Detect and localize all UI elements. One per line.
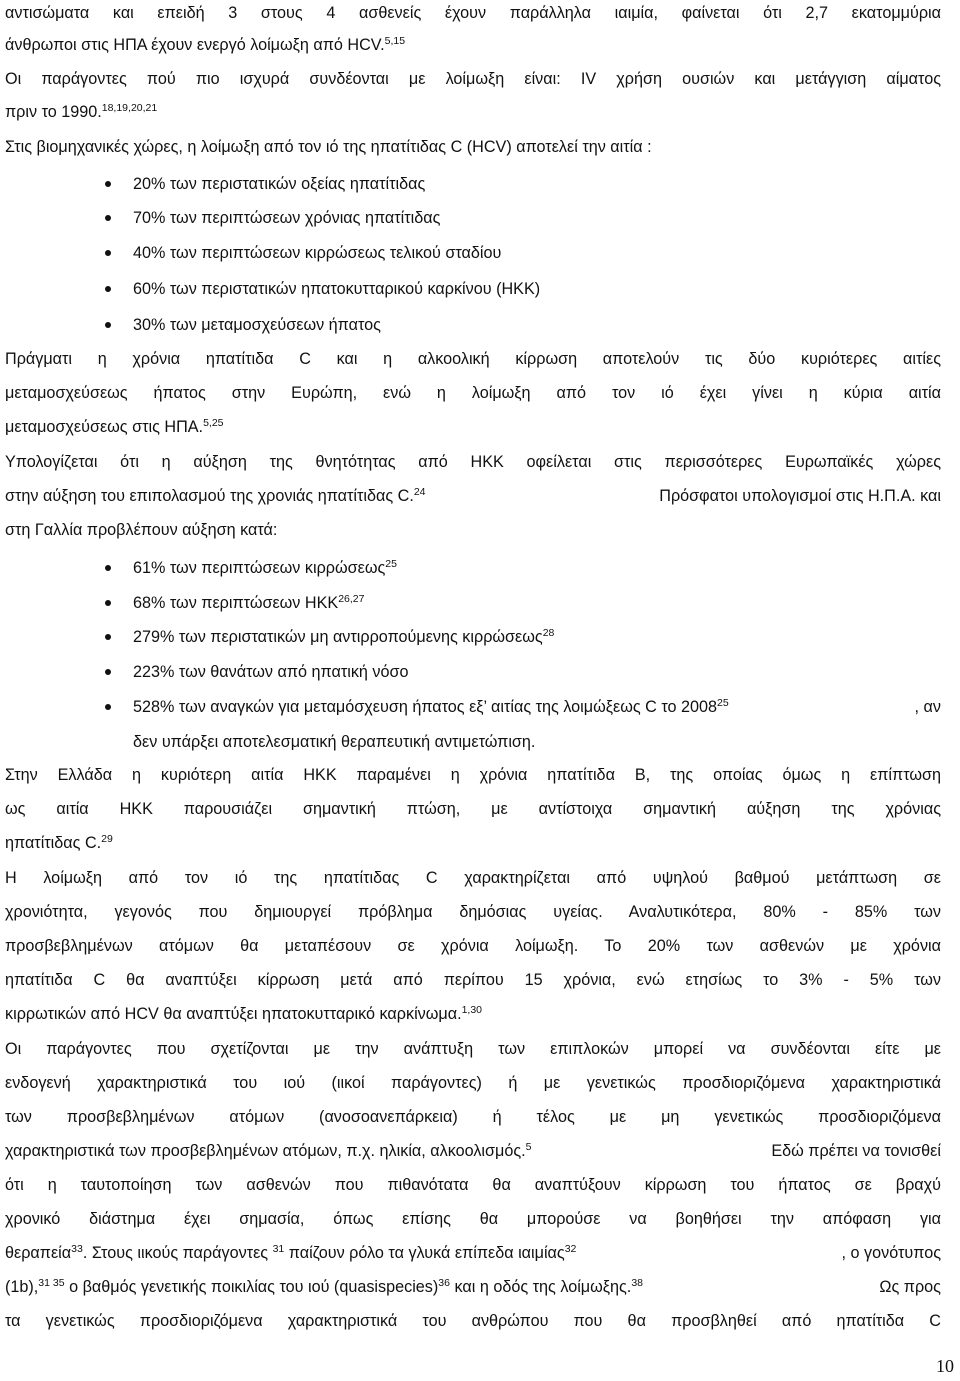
page-number: 10: [936, 1356, 954, 1376]
citation: 25: [717, 697, 729, 709]
paragraph-line: Οι παράγοντες πού πιο ισχυρά συνδέονται με λοίμωξη είναι: IV χρήση ουσιών και μετάγγιση αίματος: [5, 70, 941, 88]
paragraph-line: αντισώματα και επειδή 3 στους 4 ασθενείς έχουν παράλληλα ιαιμία, φαίνεται ότι 2,7 εκατομμύρια: [5, 4, 941, 22]
paragraph-line: Στην Ελλάδα η κυριότερη αιτία ΗΚΚ παραμένει η χρόνια ηπατίτιδα Β, της οποίας όμως η επίπτωση: [5, 766, 941, 784]
bullet-icon: [105, 322, 111, 328]
citation: 32: [564, 1243, 577, 1255]
paragraph-line: θεραπεία$^{33}$. Στους ιικούς παράγοντες $^{31}$ παίζουν ρόλο τα γλυκά επίπεδα ιαιμίας$^{32}$ , ο γονότυπος: [5, 1243, 941, 1262]
bullet-icon: [105, 669, 111, 675]
paragraph-line: Υπολογίζεται ότι η αύξηση της θνητότητας από ΗΚΚ οφείλεται στις περισσότερες Ευρωπαϊκές χώρες: [5, 453, 941, 471]
paragraph-line: πριν το 1990.$^{18,19,20,21}$: [5, 102, 158, 121]
citation: 28: [542, 627, 555, 639]
bullet-icon: [105, 215, 111, 221]
paragraph-line: Η λοίμωξη από τον ιό της ηπατίτιδας C χαρακτηρίζεται από υψηλού βαθμού μετάπτωση σε: [5, 869, 941, 887]
bullet-icon: [105, 181, 111, 187]
citation: 26,27: [338, 593, 365, 605]
paragraph-line: Πράγματι η χρόνια ηπατίτιδα C και η αλκοολική κίρρωση αποτελούν τις δύο κυριότερες αιτίες: [5, 350, 941, 368]
bullet-icon: [105, 704, 111, 710]
paragraph-line: ηπατίτιδα C θα αναπτύξει κίρρωση μετά από περίπου 15 χρόνια, ενώ ετησίως το 3% - 5% των: [5, 971, 941, 989]
citation: 1,30: [461, 1004, 483, 1016]
list-item-continuation: δεν υπάρξει αποτελεσματική θεραπευτική αντιμετώπιση.: [133, 733, 536, 751]
paragraph-line: προσβεβλημένων ατόμων θα μεταπέσουν σε χρόνια λοίμωξη. Το 20% των ασθενών με χρόνια: [5, 937, 941, 955]
citation: 5,15: [384, 35, 406, 47]
citation: 33: [71, 1243, 83, 1255]
paragraph-line: (1b),$^{31 35}$ ο βαθμός γενετικής ποικιλίας του ιού (quasispecies)$^{36}$ και η οδός της λοίμωξης.$^{38}$ Ως προς: [5, 1277, 941, 1296]
paragraph-line: μεταμοσχεύσεως στις ΗΠΑ.$^{5,25}$: [5, 417, 224, 436]
paragraph-line: ως αιτία ΗΚΚ παρουσιάζει σημαντική πτώση, με αντίστοιχα σημαντική αύξηση της χρόνιας: [5, 800, 941, 818]
paragraph-line: μεταμοσχεύσεως ήπατος στην Ευρώπη, ενώ η λοίμωξη από τον ιό έχει γίνει η κύρια αιτία: [5, 384, 941, 402]
paragraph-line: ηπατίτιδας C.$^{29}$: [5, 833, 113, 852]
citation: 5,25: [203, 417, 224, 429]
citation: 36: [438, 1277, 450, 1289]
citation: 24: [413, 486, 426, 498]
paragraph-line: τα γενετικώς προσδιοριζόμενα χαρακτηριστικά του ανθρώπου που θα προσβληθεί από ηπατίτιδα C: [5, 1312, 941, 1330]
bullet-icon: [105, 286, 111, 292]
bullet-icon: [105, 565, 111, 571]
paragraph-line: ότι η ταυτοποίηση των ασθενών που πιθανότατα θα αναπτύξουν κίρρωση του ήπατος σε βραχύ: [5, 1176, 941, 1194]
bullet-icon: [105, 600, 111, 606]
paragraph-line: χρονιότητα, γεγονός που δημιουργεί πρόβλημα δημόσιας υγείας. Αναλυτικότερα, 80% - 85% των: [5, 903, 941, 921]
citation: 31: [272, 1243, 285, 1255]
citation: 25: [385, 558, 397, 570]
paragraph-line: στην αύξηση του επιπολασμού της χρονιάς ηπατίτιδας C.$^{24}$ Πρόσφατοι υπολογισμοί στις Η.Π.Α. και: [5, 486, 941, 505]
citation: 31 35: [38, 1277, 65, 1289]
bullet-icon: [105, 634, 111, 640]
bullet-icon: [105, 250, 111, 256]
paragraph-line: Στις βιομηχανικές χώρες, η λοίμωξη από τον ιό της ηπατίτιδας C (HCV) αποτελεί την αιτία :: [5, 138, 652, 156]
citation: 5: [525, 1141, 532, 1153]
paragraph-line: χρονικό διάστημα έχει σημασία, όπως επίσης θα μπορούσε να βοηθήσει την απόφαση για: [5, 1210, 941, 1228]
citation: 38: [631, 1277, 643, 1289]
paragraph-line: άνθρωποι στις ΗΠΑ έχουν ενεργό λοίμωξη από HCV.$^{5,15}$: [5, 35, 406, 54]
paragraph-line: των προσβεβλημένων ατόμων (ανοσοανεπάρκεια) ή τέλος με μη γενετικώς προσδιοριζόμενα: [5, 1108, 941, 1126]
citation: 29: [101, 833, 113, 845]
paragraph-line: ενδογενή χαρακτηριστικά του ιού (ιικοί παράγοντες) ή με γενετικώς προσδιοριζόμενα χαρακτηριστικά: [5, 1074, 941, 1092]
paragraph-line: στη Γαλλία προβλέπουν αύξηση κατά:: [5, 521, 278, 539]
paragraph-line: χαρακτηριστικά των προσβεβλημένων ατόμων, π.χ. ηλικία, αλκοολισμός.$^5$ Εδώ πρέπει να τονισθεί: [5, 1141, 941, 1160]
citation: 18,19,20,21: [101, 102, 158, 114]
paragraph-line: Οι παράγοντες που σχετίζονται με την ανάπτυξη των επιπλοκών μπορεί να συνδέονται είτε με: [5, 1040, 941, 1058]
paragraph-line: κιρρωτικών από HCV θα αναπτύξει ηπατοκυτταρικό καρκίνωμα.$^{1,30}$: [5, 1004, 483, 1023]
